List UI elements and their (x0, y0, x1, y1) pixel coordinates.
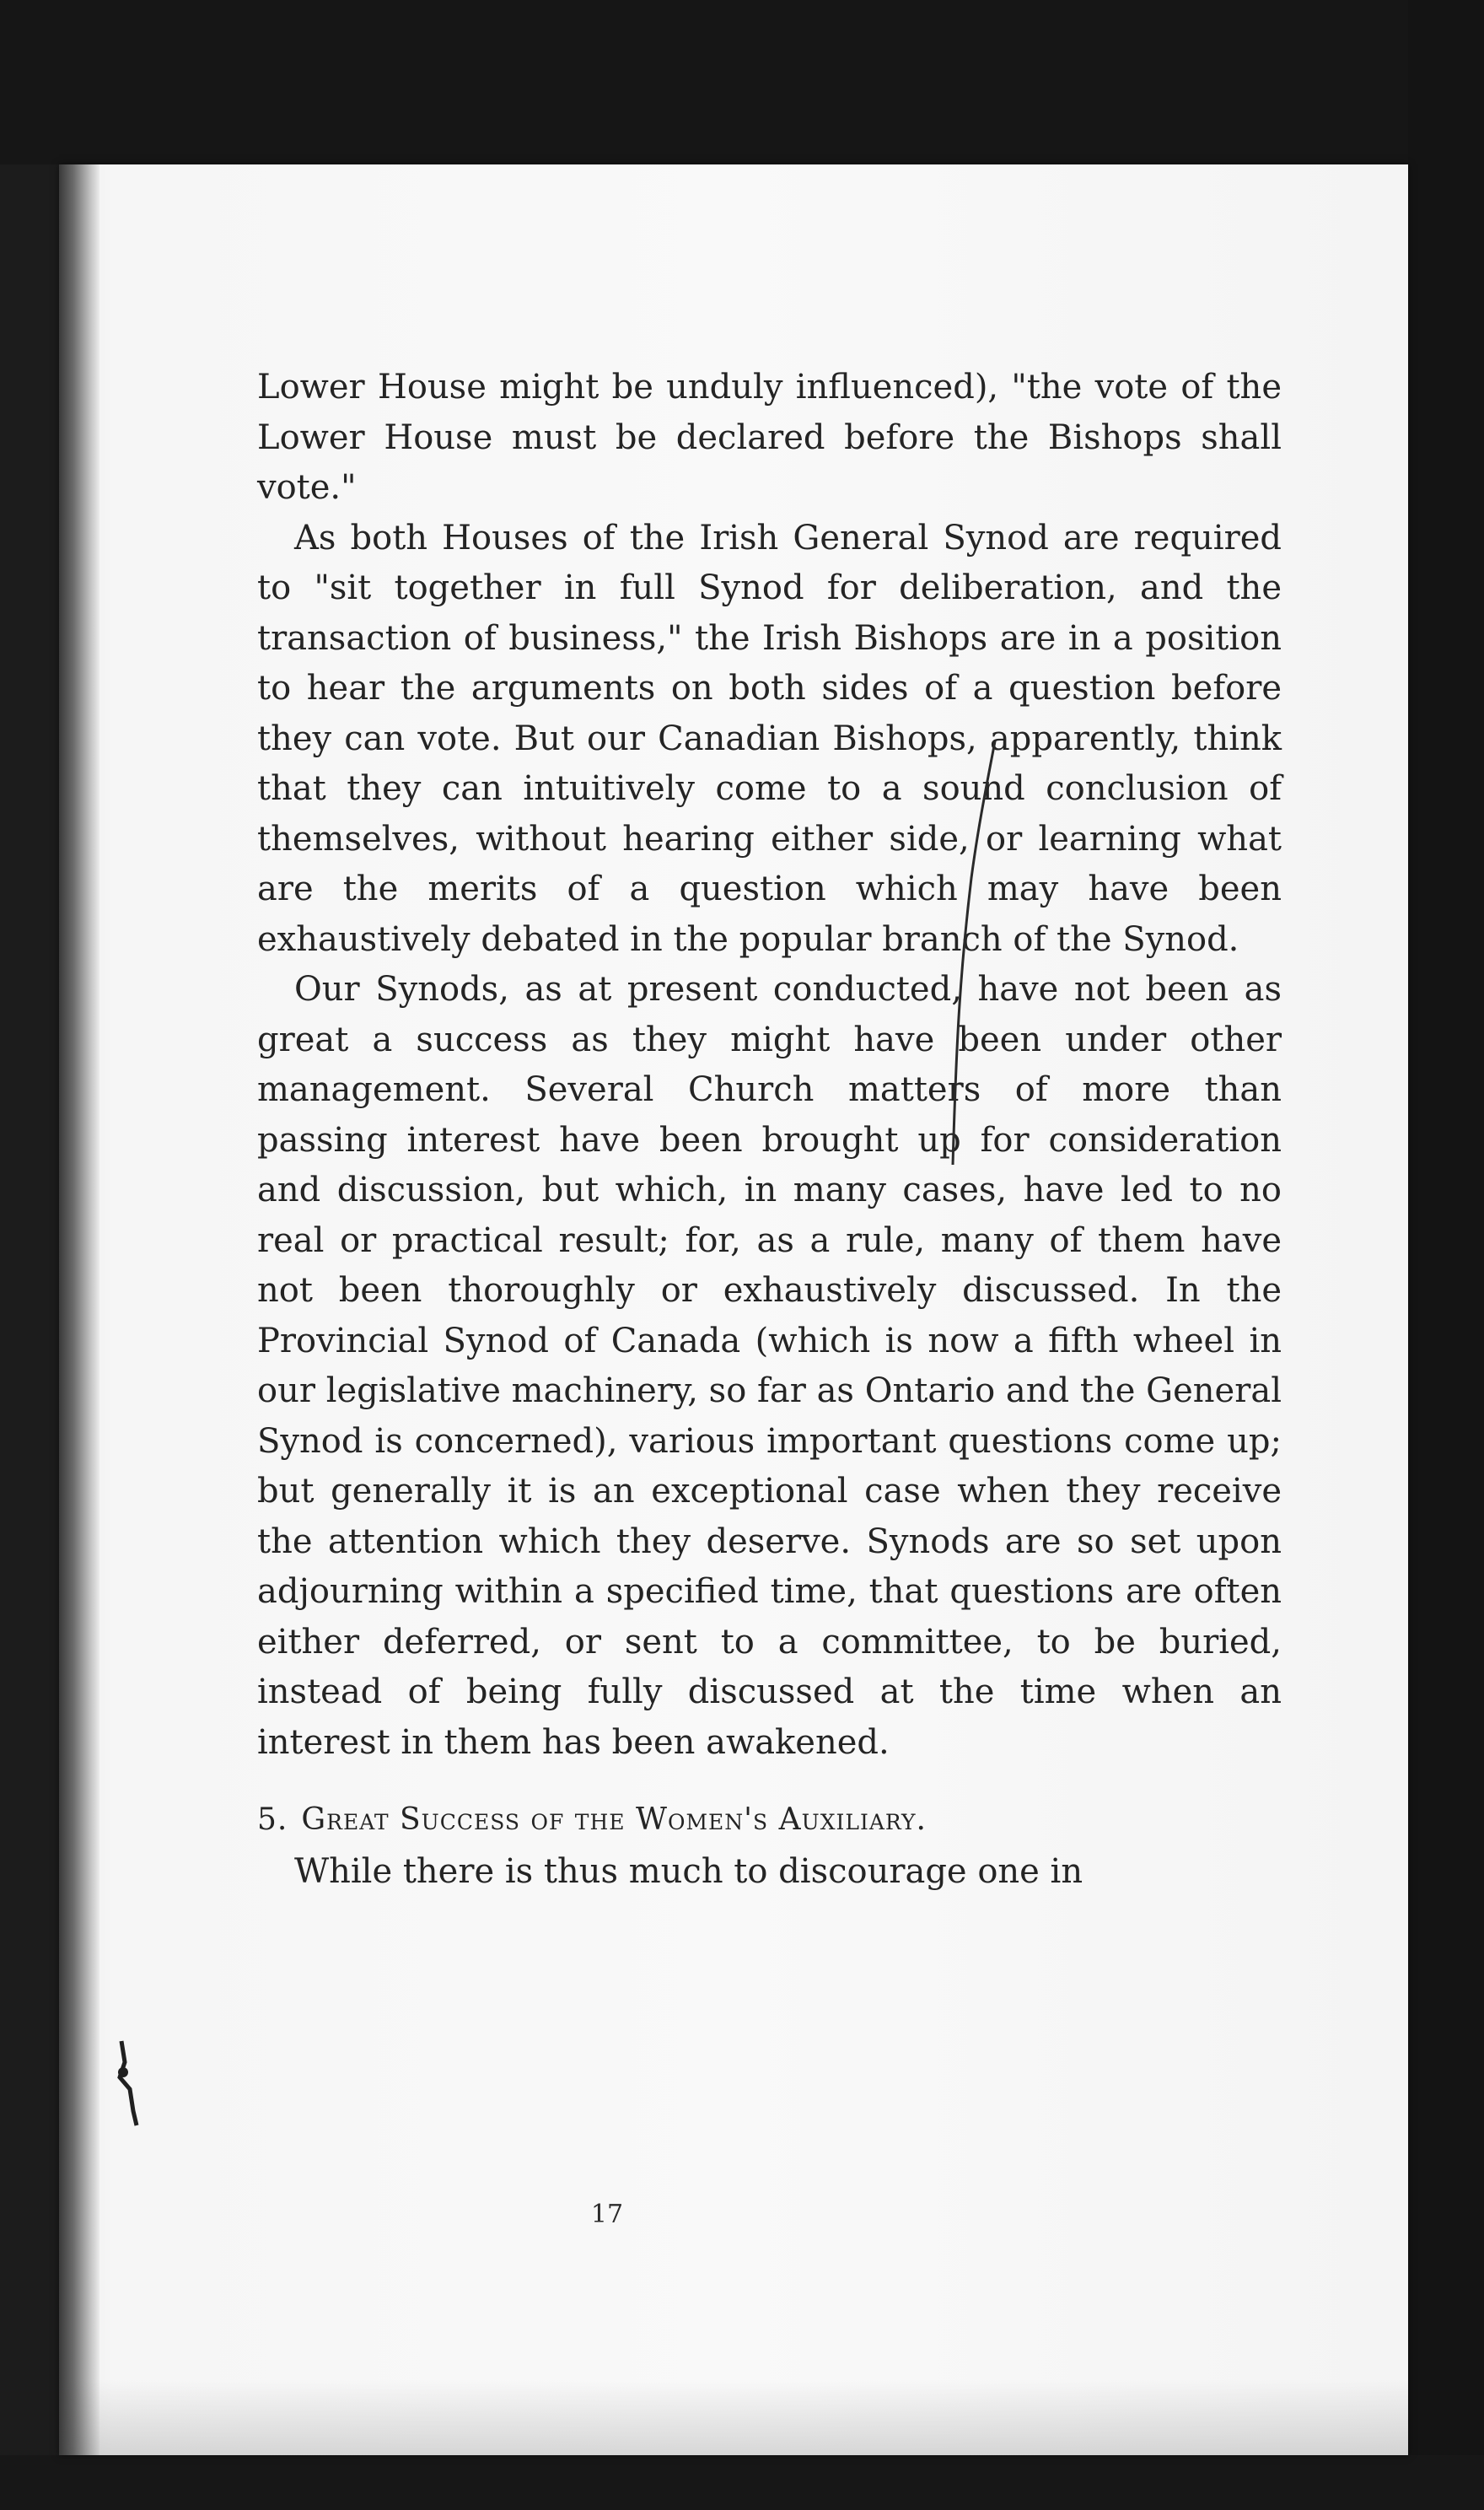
page-number: 17 (590, 2200, 624, 2229)
section-heading (257, 1793, 1282, 1847)
section-title: Great Success of the Women's Auxiliary. (301, 1802, 927, 1837)
page-bottom-shadow (59, 2379, 1408, 2455)
dark-scan-margin-top (0, 0, 1484, 164)
dark-scan-margin-right (1408, 0, 1484, 2510)
ink-blot-mark (111, 2037, 145, 2130)
paragraph-2: As both Houses of the Irish General Synod are required to "sit together in full Synod for deliberation, and the transaction of business," the Irish Bishops are in a position to hear the arguments on both sides of a question before they can vote. But our Canadian Bishops, apparently, think that they can intuitively come to a sound conclusion of themselves, without hearing either side, or learning what are the merits of a question which may have been exhaustively debated in the popular branch of the Synod. (257, 518, 1282, 959)
pencil-margin-mark (946, 735, 1005, 1173)
dark-scan-margin-bottom (0, 2455, 1484, 2510)
body-text (257, 363, 1282, 1898)
book-binding-edge (59, 164, 99, 2455)
book-page (59, 164, 1408, 2455)
paragraph-3: Our Synods, as at present conducted, have not been as great a success as they might have been under other management. Several Church matters of more than passing interest have been brought up for consideration and discussion, but which, in many cases, have led to no real or practical result; for, as a rule, many of them have not been thoroughly or exhaustively discussed. In the Provincial Synod of Canada (which is now a fifth wheel in our legislative machinery, so far as Ontario and the General Synod is concerned), various important questions come up; but generally it is an exceptional case when they receive the attention which they deserve. Synods are so set upon adjourning within a specified time, that questions are often either deferred, or sent to a committee, to be buried, instead of being fully discussed at the time when an interest in them has been awakened. (257, 970, 1282, 1762)
paragraph-4: While there is thus much to discourage one in (294, 1852, 1083, 1891)
section-number: 5. (257, 1802, 288, 1837)
paragraph-1: Lower House might be unduly influenced), "the vote of the Lower House must be declared before the Bishops shall vote." (257, 368, 1282, 507)
